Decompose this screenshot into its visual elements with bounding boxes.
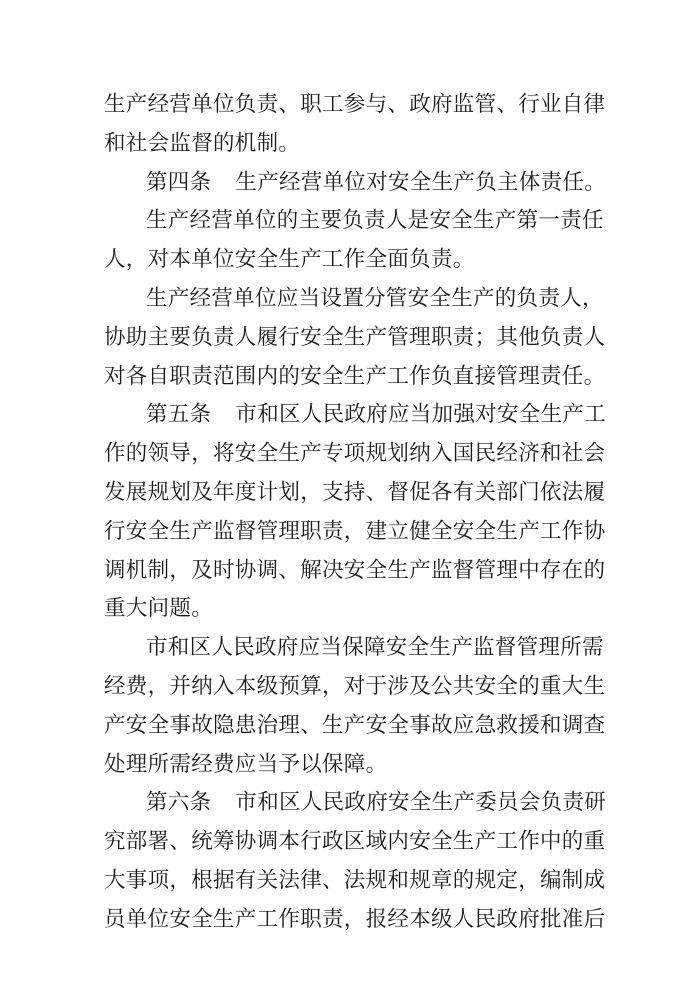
- text-line: 发展规划及年度计划，支持、督促各有关部门依法履: [104, 479, 606, 505]
- text-line: 和社会监督的机制。: [104, 130, 301, 156]
- article-text: 市和区人民政府应当加强对安全生产工: [235, 402, 607, 428]
- article-4-paragraph: [104, 164, 607, 203]
- article-number: 第六条: [146, 790, 212, 816]
- text-line: [104, 396, 607, 435]
- text-line: 人，对本单位安全生产工作全面负责。: [104, 247, 475, 273]
- article-6-paragraph: [104, 784, 607, 939]
- text-line: 协助主要负责人履行安全生产管理职责；其他负责人: [104, 324, 606, 350]
- text-line: 处理所需经费应当予以保障。: [104, 751, 388, 777]
- article-5-paragraph: [104, 396, 607, 629]
- text-line: 产安全事故隐患治理、生产安全事故应急救援和调查: [104, 712, 606, 738]
- article-text: 市和区人民政府安全生产委员会负责研: [235, 790, 607, 816]
- article-number: 第五条: [146, 402, 212, 428]
- text-line: 调机制，及时协调、解决安全生产监督管理中存在的: [104, 557, 606, 583]
- text-line: 市和区人民政府应当保障安全生产监督管理所需: [146, 635, 604, 661]
- document-body: [104, 86, 607, 940]
- text-line: 生产经营单位的主要负责人是安全生产第一责任: [146, 208, 604, 234]
- text-line: 经费，并纳入本级预算，对于涉及公共安全的重大生: [104, 673, 606, 699]
- paragraph-continuation: [104, 86, 604, 164]
- text-line: 生产经营单位应当设置分管安全生产的负责人，: [146, 285, 604, 311]
- text-line: 重大问题。: [104, 596, 214, 622]
- text-line: [104, 784, 607, 823]
- text-line: 生产经营单位负责、职工参与、政府监管、行业自律: [104, 92, 606, 117]
- paragraph: [104, 629, 604, 784]
- article-text: 生产经营单位对安全生产负主体责任。: [235, 169, 607, 195]
- paragraph: [104, 202, 604, 280]
- text-line: [104, 164, 607, 203]
- text-line: 员单位安全生产工作职责，报经本级人民政府批准后: [104, 906, 606, 932]
- text-line: 作的领导，将安全生产专项规划纳入国民经济和社会: [104, 441, 606, 467]
- article-number: 第四条: [146, 169, 212, 195]
- text-line: 对各自职责范围内的安全生产工作负直接管理责任。: [104, 363, 606, 389]
- text-line: 行安全生产监督管理职责，建立健全安全生产工作协: [104, 518, 606, 544]
- paragraph: [104, 280, 604, 396]
- text-line: 究部署、统筹协调本行政区域内安全生产工作中的重: [104, 829, 606, 855]
- text-line: 大事项，根据有关法律、法规和规章的规定，编制成: [104, 867, 606, 893]
